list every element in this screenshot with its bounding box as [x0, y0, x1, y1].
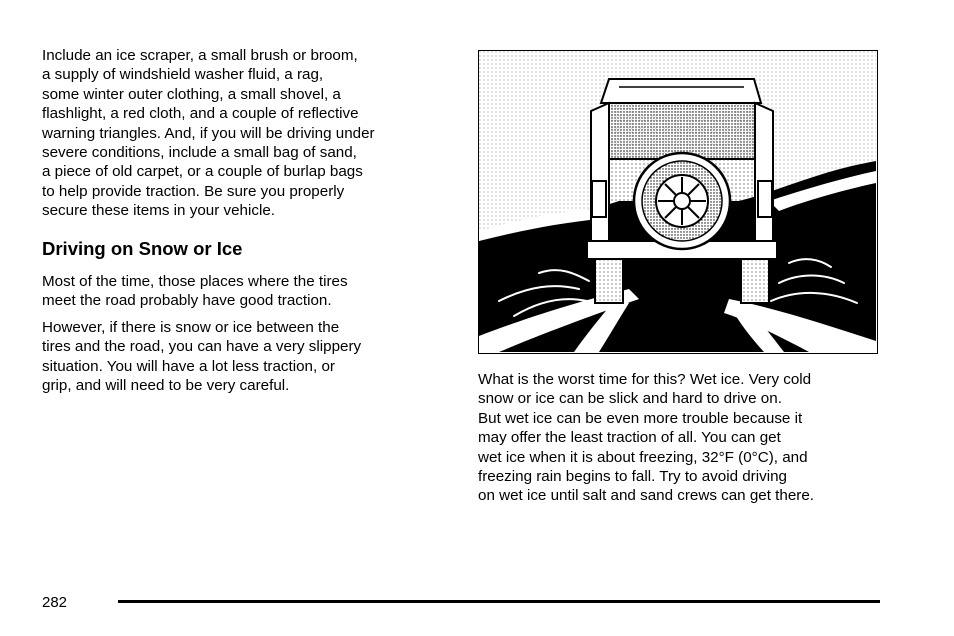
text-line: What is the worst time for this? Wet ice. Very cold: [478, 371, 812, 388]
text-line: Include an ice scraper, a small brush or broom,: [42, 47, 358, 64]
vehicle-on-ice-illustration: [478, 50, 878, 354]
wet-ice-paragraph: [478, 370, 888, 506]
text-line: on wet ice until salt and sand crews can get there.: [478, 487, 815, 505]
section-heading: Driving on Snow or Ice: [42, 238, 243, 259]
text-line: severe conditions, include a small bag of sand,: [42, 144, 357, 162]
text-line: snow or ice can be slick and hard to drive on.: [478, 390, 782, 408]
text-line: However, if there is snow or ice between the: [42, 319, 340, 336]
wet-ice-text: [478, 370, 888, 506]
text-line: freezing rain begins to fall. Try to avoid driving: [478, 468, 787, 486]
text-line: wet ice when it is about freezing, 32°F (0°C), and: [478, 448, 808, 466]
text-line: tires and the road, you can have a very slippery: [42, 338, 362, 356]
text-line: meet the road probably have good traction.: [42, 292, 332, 310]
page-number: 282: [42, 594, 68, 611]
intro-text: [42, 46, 452, 221]
text-line: situation. You will have a lot less traction, or: [42, 357, 335, 375]
text-line: a piece of old carpet, or a couple of burlap bags: [42, 163, 363, 181]
text-line: Most of the time, those places where the tires: [42, 273, 348, 290]
slippery-paragraph: [42, 318, 361, 396]
traction-paragraph: [42, 272, 348, 311]
text-line: warning triangles. And, if you will be driving under: [42, 124, 375, 142]
text-line: But wet ice can be even more trouble because it: [478, 409, 803, 427]
text-line: some winter outer clothing, a small shovel, a: [42, 85, 341, 103]
text-line: grip, and will need to be very careful.: [42, 377, 290, 395]
text-line: may offer the least traction of all. You can get: [478, 429, 781, 447]
text-line: flashlight, a red cloth, and a couple of reflective: [42, 105, 359, 123]
text-line: secure these items in your vehicle.: [42, 202, 275, 220]
text-line: a supply of windshield washer fluid, a rag,: [42, 66, 324, 84]
intro-paragraph: [42, 46, 452, 221]
footer-rule: [118, 600, 880, 603]
text-line: to help provide traction. Be sure you properly: [42, 182, 345, 200]
